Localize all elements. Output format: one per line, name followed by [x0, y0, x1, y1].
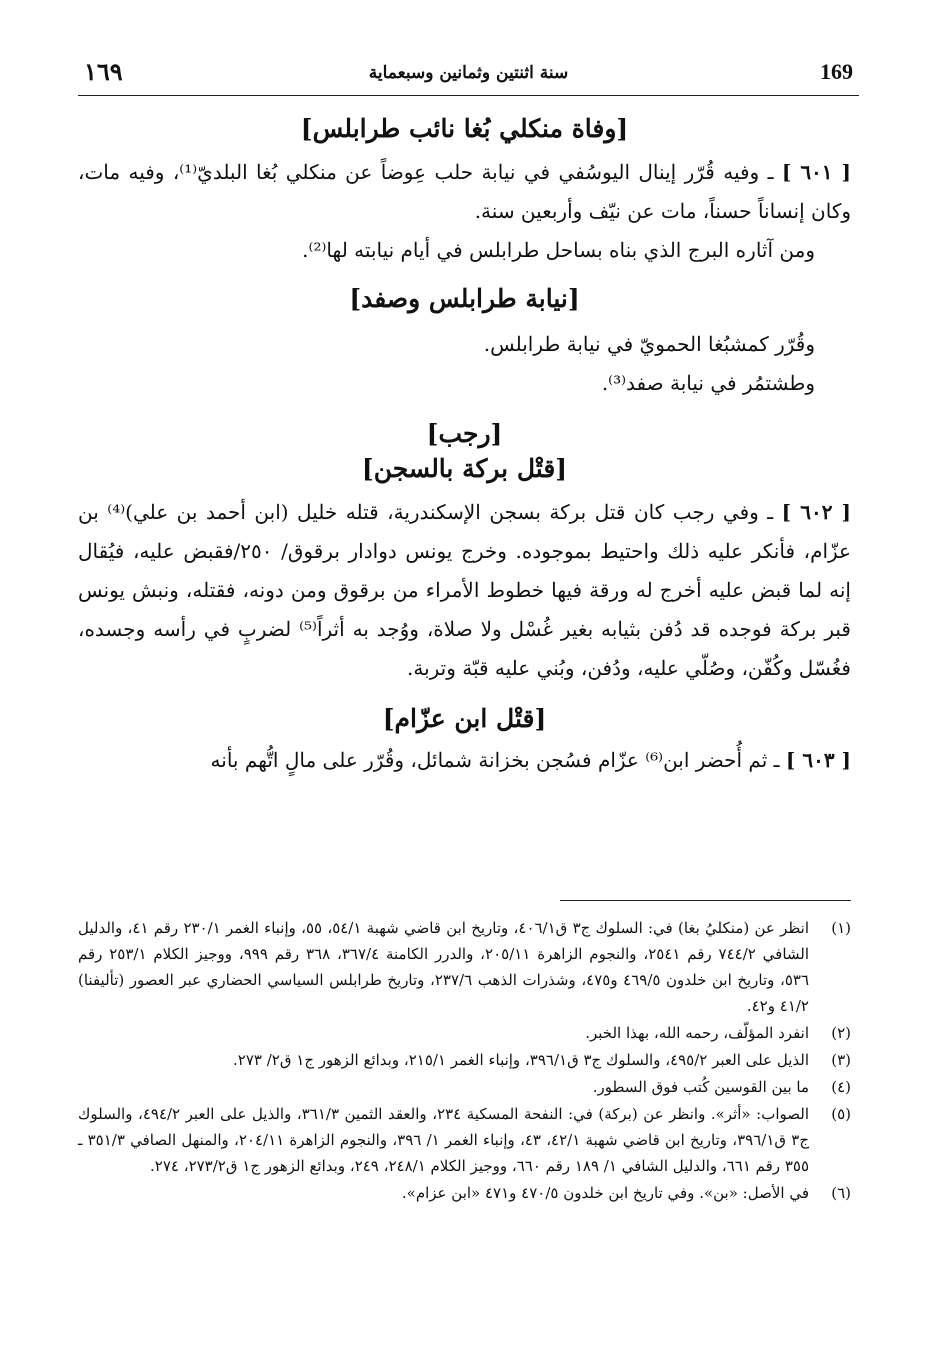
section-heading-rajab: [رجب]: [426, 419, 503, 448]
running-title: سنة اثنتين وثمانين وسبعماية: [368, 63, 569, 83]
main-text: [78, 110, 851, 780]
footnote-number: (٢): [831, 1024, 851, 1042]
footnotes: [78, 915, 851, 1207]
paragraph-603-text: ـ ثم أُحضر ابن⁽⁶⁾ عزّام فسُجن بخزانة شمائل، وقُرّر على مالٍ اتُّهم بأنه: [210, 748, 780, 772]
footnote: [78, 1180, 851, 1206]
footnote: [78, 1074, 851, 1100]
footnote-number: (٥): [831, 1105, 851, 1123]
footnote-text: انفرد المؤلّف، رحمه الله، بهذا الخبر.: [585, 1024, 809, 1042]
paragraph-601-b: ومن آثاره البرج الذي بناه بساحل طرابلس في أيام نيابته لها⁽²⁾.: [302, 238, 815, 262]
entry-number-602: [ ٦٠٢ ]: [781, 500, 851, 524]
footnote-number: (٦): [831, 1184, 851, 1202]
footnote: [78, 1047, 851, 1073]
paragraph-603: [78, 741, 851, 780]
footnote-text: الذيل على العبر ٤٩٥/٢، والسلوك ج٣ ق٣٩٦/١، وإنباء الغمر ٢١٥/١، وبدائع الزهور ج١ ق٢/ ٢٧٣.: [233, 1051, 809, 1069]
footnote: [78, 1101, 851, 1179]
paragraph-safad: وطشتمُر في نيابة صفد⁽³⁾.: [601, 371, 815, 395]
page-header: [78, 55, 859, 96]
page-number: 169: [820, 59, 853, 84]
footnote-text: انظر عن (منكليُ بغا) في: السلوك ج٣ ق٤٠٦/١، وتاريخ ابن قاضي شهبة ٥٤/١، ٥٥، وإنباء الغمر ٢٣٠/١ رقم ٤١، والدليل الشافي ٧٤٤/٢ رقم ٢٥٤١، والنجوم الزاهرة ٢٠٥/١١، والدرر الكامنة ٣٦٧/٤، ٣٦٨ رقم ٩٩٩، ووجيز الكلام ٢٥٣/١ رقم ٥٣٦، وتاريخ ابن خلدون ٤٦٩/٥ و٤٧٥، وشذرات الذهب ٢٣٧/٦، وتاريخ طرابلس السياسي الحضاري عبر العصور (تأليفنا) ٤١/٢ و٤٢.: [78, 919, 810, 1015]
footnote: [78, 915, 851, 1019]
section-heading-killing-ibn-azzam: [قتْل ابن عزّام]: [382, 704, 547, 733]
footnote: [78, 1020, 851, 1046]
footnote-divider: [560, 900, 851, 901]
paragraph-601-text: ـ وفيه قُرّر إينال اليوسُفي في نيابة حلب عِوضاً عن منكلي بُغا البلديّ⁽¹⁾، وفيه مات، وكان إنساناً حسناً، مات عن نيّف وأربعين سنة.: [78, 160, 851, 223]
section-heading-tripoli-safad: [نيابة طرابلس وصفد]: [349, 284, 580, 313]
paragraph-602-text: ـ وفي رجب كان قتل بركة بسجن الإسكندرية، قتله خليل (ابن أحمد بن علي)⁽⁴⁾ بن عزّام، فأنكر عليه ذلك واحتيط بموجوده. وخرج يونس دوادار برقوق/ ٢٥٠/فقبض عليه، فيُقال إنه لما قبض عليه أخرج له ورقة فيها خطوط الأمراء من برقوق ومن دونه، فقتله، ونبش يونس قبر بركة فوجده قد دُفن بثيابه بغير غُسْل ولا صلاة، ووُجد به أثراً⁽⁵⁾ لضربٍ في رأسه وجسده، فغُسّل وكُفّن، وصُلّي عليه، ودُفن، وبُني عليه قبّة وتربة.: [78, 500, 851, 680]
paragraph-602: [78, 493, 851, 688]
paragraph-601: [78, 153, 851, 231]
section-heading-death-minkali: [وفاة منكلي بُغا نائب طرابلس]: [300, 114, 629, 143]
footnote-number: (٣): [831, 1051, 851, 1069]
footnote-number: (١): [831, 919, 851, 937]
page-number-arabic: ١٦٩: [84, 57, 123, 86]
section-heading-killing-baraka: [قتْل بركة بالسجن]: [361, 454, 568, 483]
entry-number-601: [ ٦٠١ ]: [781, 160, 852, 184]
entry-number-603: [ ٦٠٣ ]: [785, 748, 851, 772]
footnote-text: الصواب: «أثر». وانظر عن (بركة) في: النفحة المسكية ٢٣٤، والعقد الثمين ٣٦١/٣، والذيل على العبر ٤٩٤/٢، والسلوك ج٣ ق٣٩٦/١، وتاريخ ابن قاضي شهبة ٤٢/١، ٤٣، وإنباء الغمر ١/ ٣٩٦، والنجوم الزاهرة ٢٠٤/١١، والمنهل الصافي ٣٥١/٣ ـ ٣٥٥ رقم ٦٦١، والدليل الشافي ١/ ١٨٩ رقم ٦٦٠، ووجيز الكلام ٢٤٨/١، ٢٤٩، وبدائع الزهور ج١ ق٢٧٣/٢، ٢٧٤.: [78, 1105, 809, 1175]
footnote-text: ما بين القوسين كُتب فوق السطور.: [592, 1078, 809, 1096]
footnote-number: (٤): [831, 1078, 851, 1096]
paragraph-tripoli: وقُرّر كمشبُغا الحمويّ في نيابة طرابلس.: [483, 332, 815, 356]
footnote-text: في الأصل: «بن». وفي تاريخ ابن خلدون ٤٧٠/٥ و٤٧١ «ابن عزام».: [401, 1184, 809, 1202]
